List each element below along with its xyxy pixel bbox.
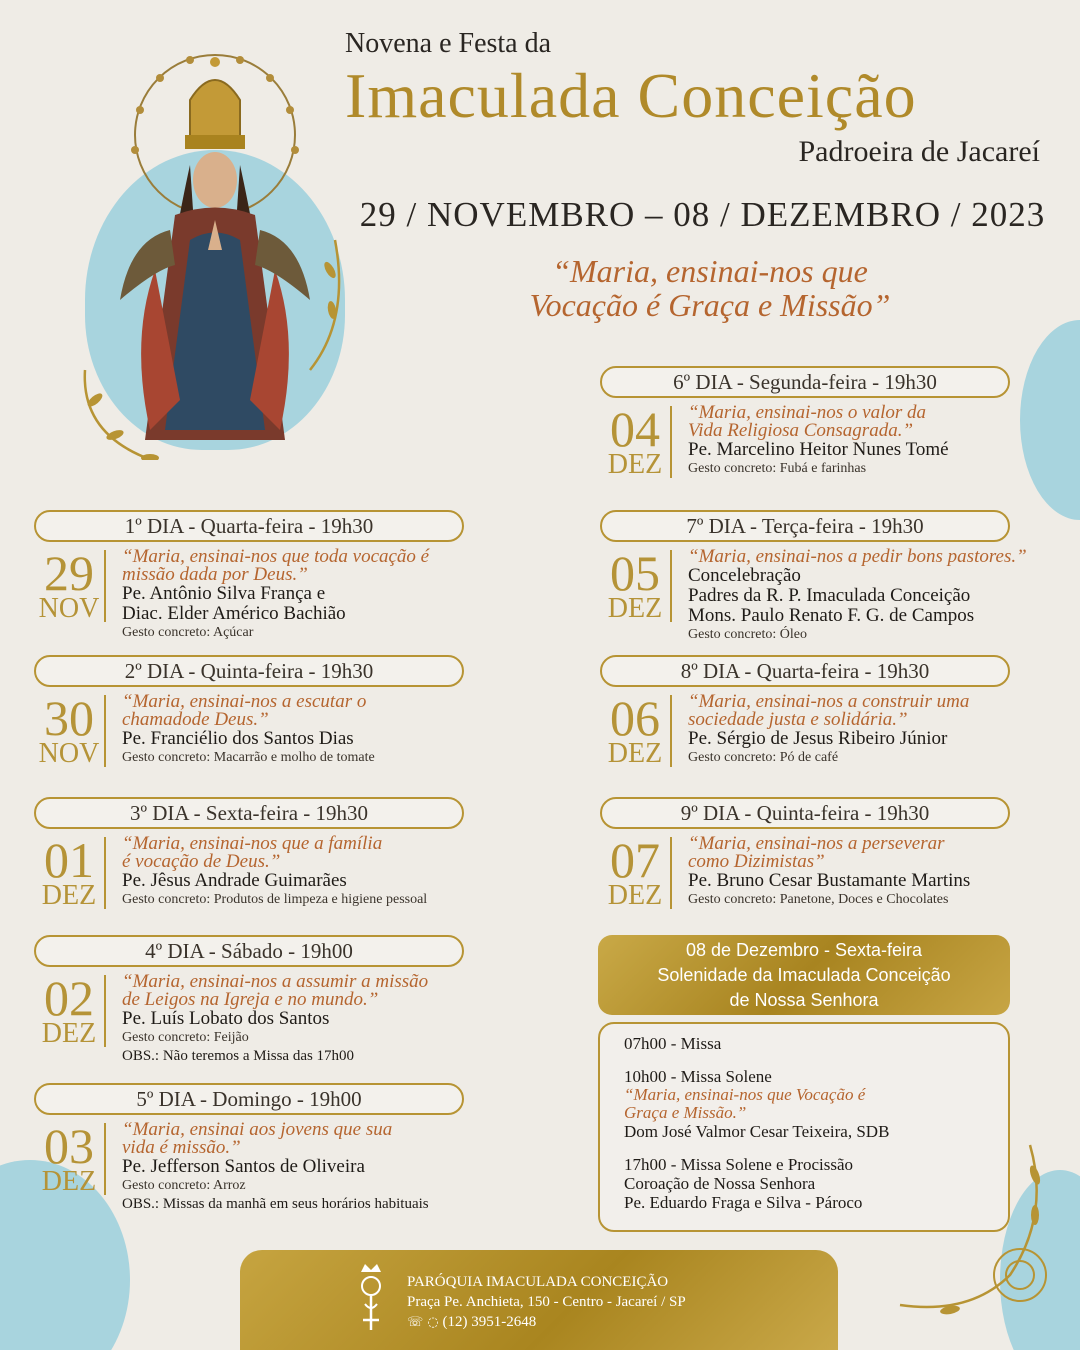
date-number: 30 — [44, 690, 94, 746]
day-quote: “Maria, ensinai-nos a perseverar — [688, 833, 945, 854]
date-number: 02 — [44, 970, 94, 1026]
theme-quote — [420, 255, 1000, 322]
mass-detail: Coroação de Nossa Senhora — [624, 1174, 816, 1193]
gesto-concreto: Gesto concreto: Macarrão e molho de tomate — [122, 750, 375, 765]
celebrant-name: Pe. Franciélio dos Santos Dias — [122, 728, 354, 749]
observation: OBS.: Missas da manhã em seus horários habituais — [122, 1196, 429, 1212]
celebrant-name: Concelebração — [688, 565, 801, 586]
mass-time: 10h00 - Missa Solene — [624, 1067, 772, 1086]
main-title: Imaculada Conceição — [345, 60, 917, 131]
parish-phone-row — [407, 1312, 686, 1333]
date-month: DEZ — [41, 1018, 97, 1049]
day-card-3 — [34, 797, 464, 909]
celebrant-name: Pe. Marcelino Heitor Nunes Tomé — [688, 439, 949, 460]
day-quote: “Maria, ensinai-nos a construir uma — [688, 691, 970, 712]
date-month: DEZ — [607, 880, 663, 911]
celebrant-name: Padres da R. P. Imaculada Conceição — [688, 585, 971, 606]
day-quote: “Maria, ensinai aos jovens que sua — [122, 1119, 393, 1140]
parish-name: PARÓQUIA IMACULADA CONCEIÇÃO — [407, 1274, 669, 1290]
day-card-9 — [600, 797, 1010, 909]
day-quote: de Leigos na Igreja e no mundo.” — [122, 989, 379, 1010]
theme-line-1: “Maria, ensinai-nos que — [552, 253, 868, 289]
day-quote: chamadode Deus.” — [122, 709, 269, 730]
feast-schedule — [598, 1022, 1010, 1232]
gesto-concreto: Gesto concreto: Açúcar — [122, 625, 254, 640]
day-label: 1º DIA - Quarta-feira - 19h30 — [34, 510, 464, 542]
day-label: 3º DIA - Sexta-feira - 19h30 — [34, 797, 464, 829]
parish-address: Praça Pe. Anchieta, 150 - Centro - Jacareí / SP — [407, 1294, 686, 1310]
day-quote: “Maria, ensinai-nos a assumir a missão — [122, 971, 429, 992]
day-quote: “Maria, ensinai-nos a pedir bons pastores.” — [688, 546, 1027, 567]
day-quote: “Maria, ensinai-nos que toda vocação é — [122, 546, 430, 567]
date-month: DEZ — [41, 1166, 97, 1197]
celebrant-name: Pe. Luís Lobato dos Santos — [122, 1008, 330, 1029]
date-block — [600, 690, 672, 769]
immaculate-conception-statue-image — [60, 40, 350, 460]
celebrant-name: Pe. Sérgio de Jesus Ribeiro Júnior — [688, 728, 948, 749]
date-block — [34, 545, 106, 624]
day-label: 2º DIA - Quinta-feira - 19h30 — [34, 655, 464, 687]
feast-header-line: Solenidade da Imaculada Conceição — [657, 965, 951, 985]
day-card-1 — [34, 510, 464, 642]
day-quote: “Maria, ensinai-nos o valor da — [688, 402, 927, 423]
day-quote: missão dada por Deus.” — [122, 564, 308, 585]
feast-header — [598, 935, 1010, 1015]
date-block — [600, 401, 672, 480]
celebrant-name: Pe. Jefferson Santos de Oliveira — [122, 1156, 365, 1177]
date-block — [34, 970, 106, 1049]
day-quote: sociedade justa e solidária.” — [688, 709, 908, 730]
date-month: DEZ — [607, 449, 663, 480]
parish-logo-icon — [355, 1260, 387, 1340]
parish-phone[interactable]: (12) 3951-2648 — [442, 1314, 537, 1330]
date-month: NOV — [38, 738, 100, 769]
header — [345, 28, 1060, 169]
gesto-concreto: Gesto concreto: Arroz — [122, 1178, 246, 1193]
day-card-2 — [34, 655, 464, 767]
gesto-concreto: Gesto concreto: Panetone, Doces e Chocolates — [688, 892, 949, 907]
day-card-6 — [600, 366, 1010, 478]
celebrant-name: Pe. Antônio Silva França e — [122, 583, 326, 604]
mass-time: 07h00 - Missa — [624, 1034, 722, 1053]
subtitle: Padroeira de Jacareí — [798, 135, 1040, 169]
day-quote: como Dizimistas” — [688, 851, 825, 872]
mass-celebrant: Pe. Eduardo Fraga e Silva - Pároco — [624, 1193, 863, 1212]
date-block — [34, 690, 106, 769]
date-block — [34, 1118, 106, 1197]
celebrant-name: Diac. Elder Américo Bachião — [122, 603, 346, 624]
day-quote: “Maria, ensinai-nos que a família — [122, 833, 383, 854]
date-number: 01 — [44, 832, 94, 888]
date-number: 07 — [610, 832, 660, 888]
day-label: 6º DIA - Segunda-feira - 19h30 — [600, 366, 1010, 398]
phone-and-whatsapp-icon: ☏ ◌ — [407, 1315, 439, 1330]
day-label: 7º DIA - Terça-feira - 19h30 — [600, 510, 1010, 542]
day-quote: vida é missão.” — [122, 1137, 241, 1158]
date-number: 05 — [610, 545, 660, 601]
date-month: DEZ — [41, 880, 97, 911]
mass-quote: Graça e Missão.” — [624, 1103, 747, 1122]
theme-line-2: Vocação é Graça e Missão” — [529, 286, 891, 323]
mass-celebrant: Dom José Valmor Cesar Teixeira, SDB — [624, 1122, 890, 1141]
gesto-concreto: Gesto concreto: Feijão — [122, 1030, 249, 1045]
date-number: 03 — [44, 1118, 94, 1174]
gesto-concreto: Gesto concreto: Pó de café — [688, 750, 839, 765]
day-label: 5º DIA - Domingo - 19h00 — [34, 1083, 464, 1115]
day-label: 4º DIA - Sábado - 19h00 — [34, 935, 464, 967]
date-number: 06 — [610, 690, 660, 746]
date-block — [34, 832, 106, 911]
day-card-8 — [600, 655, 1010, 767]
date-month: DEZ — [607, 738, 663, 769]
feast-header-line: de Nossa Senhora — [729, 990, 879, 1010]
feast-header-line: 08 de Dezembro - Sexta-feira — [685, 940, 923, 960]
footer — [240, 1250, 838, 1350]
day-card-4 — [34, 935, 464, 1065]
day-quote: “Maria, ensinai-nos a escutar o — [122, 691, 367, 712]
celebrant-name: Pe. Jêsus Andrade Guimarães — [122, 870, 347, 891]
date-block — [600, 545, 672, 624]
celebrant-name: Mons. Paulo Renato F. G. de Campos — [688, 605, 975, 626]
mass-time: 17h00 - Missa Solene e Procissão — [624, 1155, 854, 1174]
gesto-concreto: Gesto concreto: Produtos de limpeza e higiene pessoal — [122, 892, 428, 907]
observation: OBS.: Não teremos a Missa das 17h00 — [122, 1048, 355, 1064]
date-month: NOV — [38, 593, 100, 624]
date-number: 04 — [610, 401, 660, 457]
celebrant-name: Pe. Bruno Cesar Bustamante Martins — [688, 870, 971, 891]
pre-title: Novena e Festa da — [345, 28, 552, 59]
date-number: 29 — [44, 545, 94, 601]
day-quote: é vocação de Deus.” — [122, 851, 281, 872]
day-quote: Vida Religiosa Consagrada.” — [688, 420, 914, 441]
gesto-concreto: Gesto concreto: Óleo — [688, 627, 807, 642]
mass-quote: “Maria, ensinai-nos que Vocação é — [624, 1085, 866, 1104]
gesto-concreto: Gesto concreto: Fubá e farinhas — [688, 461, 867, 476]
date-month: DEZ — [607, 593, 663, 624]
day-label: 9º DIA - Quinta-feira - 19h30 — [600, 797, 1010, 829]
date-block — [600, 832, 672, 911]
blue-blob-right — [1020, 320, 1080, 520]
event-dates: 29 / NOVEMBRO – 08 / DEZEMBRO / 2023 — [359, 195, 1046, 234]
day-label: 8º DIA - Quarta-feira - 19h30 — [600, 655, 1010, 687]
day-card-5 — [34, 1083, 464, 1213]
day-card-7 — [600, 510, 1040, 644]
